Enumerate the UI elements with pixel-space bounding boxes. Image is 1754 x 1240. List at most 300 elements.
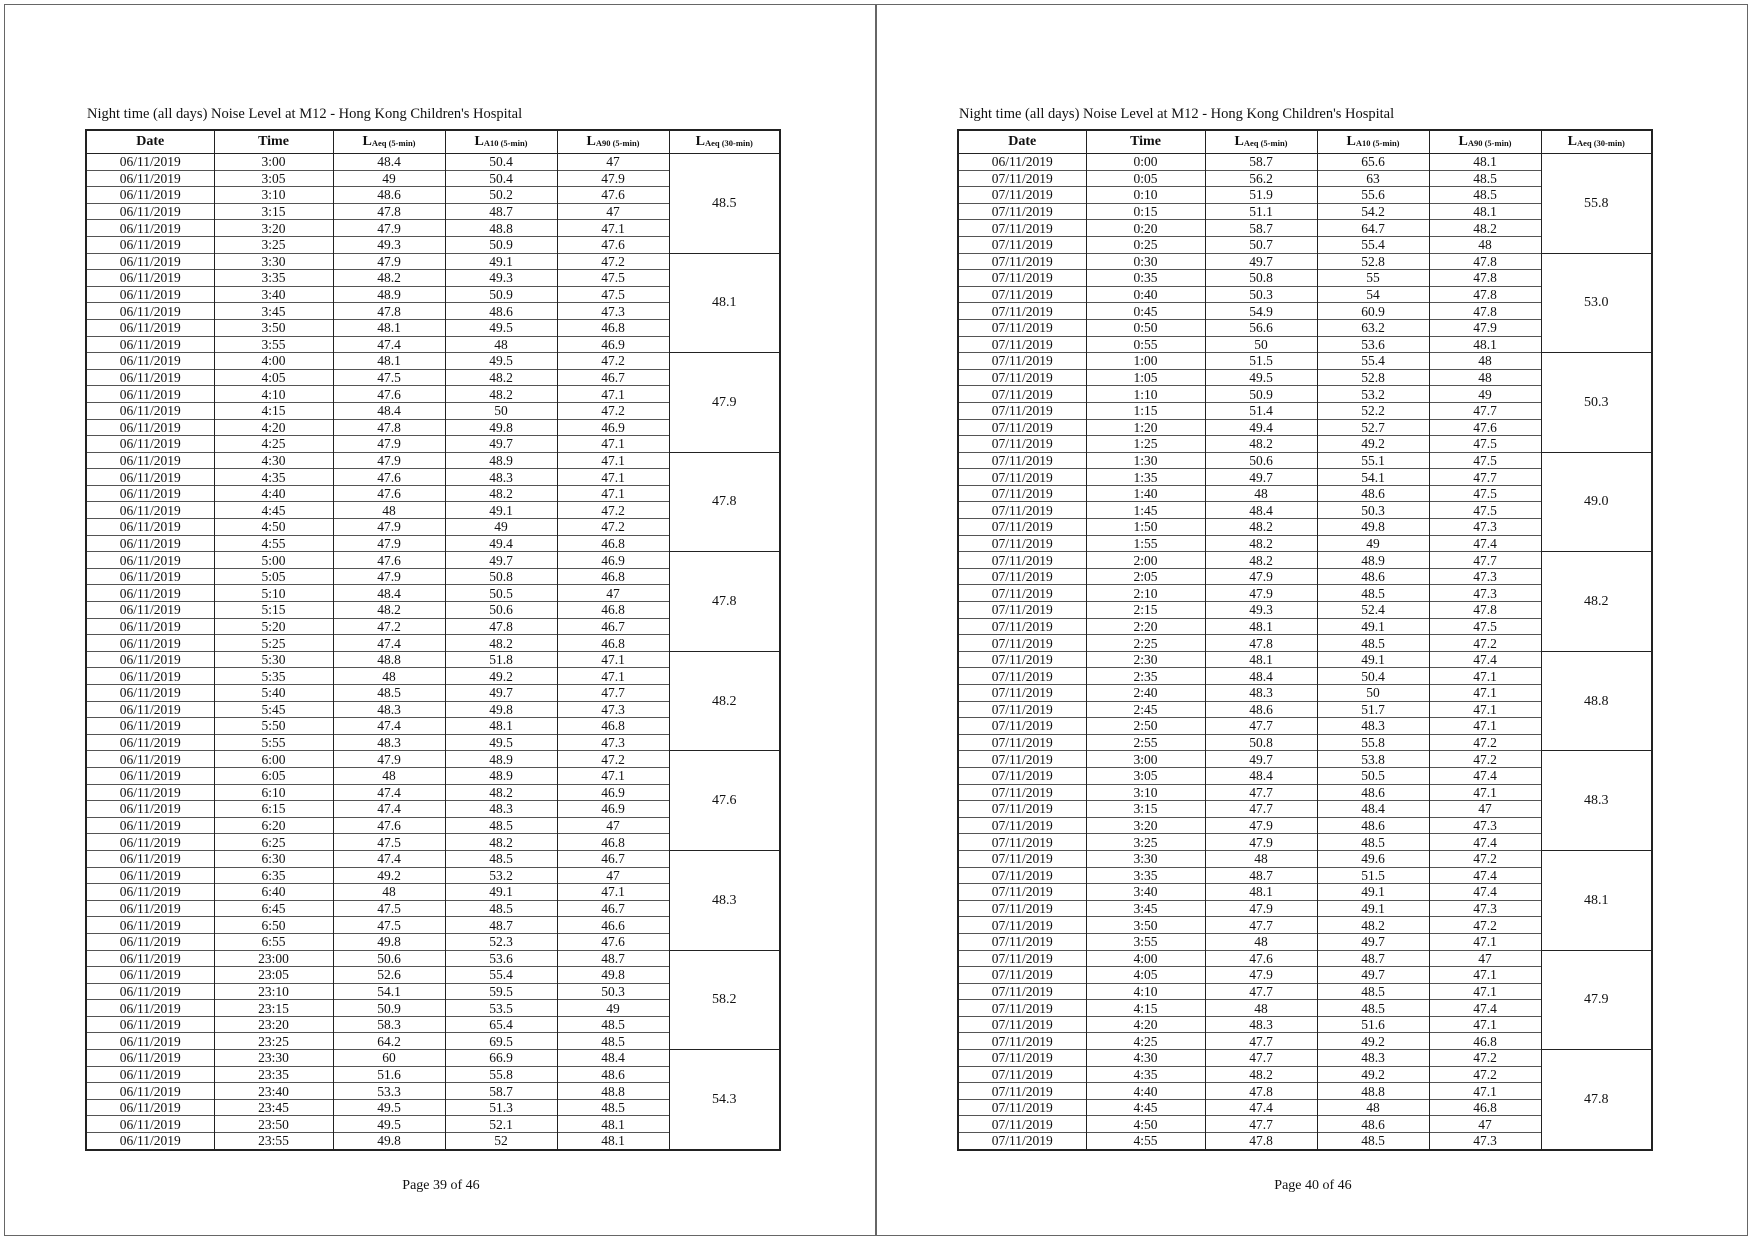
cell-la90-5min: 47.3: [1429, 519, 1541, 536]
cell-la90-5min: 47.5: [557, 270, 669, 287]
cell-time: 6:45: [214, 900, 333, 917]
table-row: [86, 552, 780, 569]
cell-la10-5min: 49.8: [1317, 519, 1429, 536]
cell-laeq-5min: 49.2: [333, 867, 445, 884]
cell-laeq-5min: 47.4: [1205, 1099, 1317, 1116]
cell-la90-5min: 48.1: [1429, 336, 1541, 353]
cell-time: 3:30: [1086, 850, 1205, 867]
cell-date: 07/11/2019: [958, 801, 1086, 818]
cell-la90-5min: 47.4: [1429, 1000, 1541, 1017]
cell-time: 1:15: [1086, 402, 1205, 419]
cell-la90-5min: 48.4: [557, 1050, 669, 1067]
cell-time: 4:20: [1086, 1016, 1205, 1033]
cell-laeq-30min: 55.8: [1541, 154, 1652, 254]
cell-date: 07/11/2019: [958, 1116, 1086, 1133]
cell-date: 07/11/2019: [958, 402, 1086, 419]
cell-la90-5min: 48.1: [1429, 154, 1541, 171]
cell-time: 6:35: [214, 867, 333, 884]
cell-la10-5min: 52.4: [1317, 602, 1429, 619]
cell-la90-5min: 47.4: [1429, 834, 1541, 851]
cell-la90-5min: 47.4: [1429, 651, 1541, 668]
cell-date: 06/11/2019: [86, 1066, 214, 1083]
table-body: [958, 154, 1652, 1150]
cell-time: 3:50: [214, 319, 333, 336]
cell-laeq-5min: 47.7: [1205, 983, 1317, 1000]
cell-date: 06/11/2019: [86, 485, 214, 502]
cell-la10-5min: 63.2: [1317, 319, 1429, 336]
cell-la10-5min: 48.5: [1317, 585, 1429, 602]
cell-la10-5min: 51.8: [445, 651, 557, 668]
cell-la10-5min: 50.6: [445, 602, 557, 619]
header-date: Date: [958, 130, 1086, 154]
cell-la10-5min: 49.7: [445, 552, 557, 569]
table-row: [958, 751, 1652, 768]
cell-time: 1:55: [1086, 535, 1205, 552]
cell-la90-5min: 46.8: [557, 834, 669, 851]
cell-la10-5min: 63: [1317, 170, 1429, 187]
cell-laeq-30min: 48.3: [669, 850, 780, 950]
cell-time: 6:40: [214, 884, 333, 901]
cell-time: 4:30: [1086, 1050, 1205, 1067]
cell-la90-5min: 46.8: [557, 635, 669, 652]
cell-date: 06/11/2019: [86, 353, 214, 370]
cell-la90-5min: 47.5: [1429, 502, 1541, 519]
cell-laeq-5min: 51.1: [1205, 203, 1317, 220]
cell-time: 3:05: [1086, 767, 1205, 784]
cell-date: 06/11/2019: [86, 319, 214, 336]
cell-laeq-5min: 48.2: [1205, 436, 1317, 453]
cell-laeq-5min: 47.7: [1205, 1116, 1317, 1133]
cell-la10-5min: 65.4: [445, 1016, 557, 1033]
cell-la90-5min: 49: [1429, 386, 1541, 403]
cell-date: 06/11/2019: [86, 635, 214, 652]
cell-la90-5min: 47: [1429, 950, 1541, 967]
table-row: [86, 452, 780, 469]
cell-la90-5min: 47.8: [1429, 602, 1541, 619]
cell-date: 06/11/2019: [86, 718, 214, 735]
cell-time: 3:40: [214, 286, 333, 303]
cell-la90-5min: 47.4: [1429, 767, 1541, 784]
cell-date: 07/11/2019: [958, 867, 1086, 884]
cell-la10-5min: 52: [445, 1133, 557, 1150]
cell-time: 3:25: [214, 236, 333, 253]
cell-time: 3:35: [214, 270, 333, 287]
cell-la10-5min: 49.2: [445, 668, 557, 685]
table-row: [86, 353, 780, 370]
cell-la90-5min: 47.3: [557, 701, 669, 718]
cell-time: 3:05: [214, 170, 333, 187]
cell-date: 06/11/2019: [86, 668, 214, 685]
header-la10-5min: $L_{A10 (5-min)}$: [445, 130, 557, 154]
cell-time: 2:15: [1086, 602, 1205, 619]
cell-laeq-5min: 47.9: [1205, 834, 1317, 851]
cell-la90-5min: 47.6: [557, 933, 669, 950]
cell-time: 4:05: [214, 369, 333, 386]
cell-la90-5min: 47.8: [1429, 303, 1541, 320]
cell-la10-5min: 48.2: [1317, 917, 1429, 934]
cell-la90-5min: 47.1: [557, 668, 669, 685]
cell-la10-5min: 48.5: [1317, 834, 1429, 851]
cell-la10-5min: 50: [445, 402, 557, 419]
cell-date: 07/11/2019: [958, 734, 1086, 751]
cell-la90-5min: 47: [557, 817, 669, 834]
cell-laeq-5min: 48.2: [1205, 535, 1317, 552]
cell-la10-5min: 64.7: [1317, 220, 1429, 237]
cell-laeq-5min: 48.1: [333, 319, 445, 336]
cell-time: 3:00: [1086, 751, 1205, 768]
cell-date: 07/11/2019: [958, 1083, 1086, 1100]
table-row: [958, 154, 1652, 171]
cell-date: 07/11/2019: [958, 751, 1086, 768]
cell-time: 4:30: [214, 452, 333, 469]
cell-date: 07/11/2019: [958, 950, 1086, 967]
cell-laeq-5min: 48.2: [333, 602, 445, 619]
cell-la10-5min: 52.3: [445, 933, 557, 950]
cell-la90-5min: 50.3: [557, 983, 669, 1000]
cell-time: 2:25: [1086, 635, 1205, 652]
cell-time: 5:40: [214, 685, 333, 702]
cell-la10-5min: 53.8: [1317, 751, 1429, 768]
cell-date: 06/11/2019: [86, 867, 214, 884]
cell-la10-5min: 69.5: [445, 1033, 557, 1050]
cell-date: 06/11/2019: [86, 1083, 214, 1100]
cell-la10-5min: 49.2: [1317, 1033, 1429, 1050]
cell-la10-5min: 55.4: [1317, 236, 1429, 253]
cell-date: 07/11/2019: [958, 452, 1086, 469]
cell-time: 23:55: [214, 1133, 333, 1150]
cell-la90-5min: 47.3: [1429, 817, 1541, 834]
cell-la90-5min: 47.6: [557, 187, 669, 204]
cell-laeq-5min: 49: [333, 170, 445, 187]
cell-date: 06/11/2019: [86, 336, 214, 353]
cell-la10-5min: 48.5: [445, 850, 557, 867]
cell-laeq-5min: 49.7: [1205, 751, 1317, 768]
cell-la90-5min: 47.1: [1429, 967, 1541, 984]
cell-time: 6:50: [214, 917, 333, 934]
cell-la10-5min: 66.9: [445, 1050, 557, 1067]
cell-la90-5min: 47: [557, 867, 669, 884]
cell-date: 07/11/2019: [958, 817, 1086, 834]
cell-date: 07/11/2019: [958, 635, 1086, 652]
cell-la10-5min: 51.6: [1317, 1016, 1429, 1033]
cell-la90-5min: 48.8: [557, 1083, 669, 1100]
cell-date: 06/11/2019: [86, 1016, 214, 1033]
header-la90-5min: $L_{A90 (5-min)}$: [557, 130, 669, 154]
cell-la10-5min: 48.2: [445, 386, 557, 403]
cell-time: 6:20: [214, 817, 333, 834]
cell-time: 4:55: [214, 535, 333, 552]
cell-la10-5min: 48.2: [445, 485, 557, 502]
table-row: [86, 651, 780, 668]
cell-la10-5min: 48.6: [1317, 784, 1429, 801]
cell-time: 23:40: [214, 1083, 333, 1100]
cell-laeq-5min: 52.6: [333, 967, 445, 984]
cell-la10-5min: 55.6: [1317, 187, 1429, 204]
cell-la10-5min: 55.4: [1317, 353, 1429, 370]
cell-laeq-5min: 50.6: [333, 950, 445, 967]
cell-laeq-5min: 51.6: [333, 1066, 445, 1083]
cell-date: 07/11/2019: [958, 336, 1086, 353]
cell-date: 06/11/2019: [86, 884, 214, 901]
cell-time: 2:45: [1086, 701, 1205, 718]
cell-date: 07/11/2019: [958, 1016, 1086, 1033]
cell-date: 06/11/2019: [86, 618, 214, 635]
cell-laeq-5min: 47.4: [333, 718, 445, 735]
cell-date: 07/11/2019: [958, 685, 1086, 702]
cell-time: 3:25: [1086, 834, 1205, 851]
cell-la90-5min: 48.7: [557, 950, 669, 967]
page-number: Page 39 of 46: [402, 1178, 480, 1193]
cell-laeq-5min: 47.7: [1205, 1033, 1317, 1050]
cell-la10-5min: 49.1: [1317, 651, 1429, 668]
cell-la90-5min: 47.7: [557, 685, 669, 702]
cell-laeq-5min: 48: [333, 767, 445, 784]
cell-la10-5min: 51.3: [445, 1099, 557, 1116]
cell-time: 5:00: [214, 552, 333, 569]
cell-laeq-5min: 50.8: [1205, 270, 1317, 287]
cell-la90-5min: 47.5: [1429, 452, 1541, 469]
cell-laeq-5min: 50.3: [1205, 286, 1317, 303]
cell-date: 07/11/2019: [958, 651, 1086, 668]
cell-la90-5min: 47.3: [557, 303, 669, 320]
table-row: [958, 1050, 1652, 1067]
cell-laeq-5min: 47.9: [1205, 967, 1317, 984]
cell-la90-5min: 47.7: [1429, 552, 1541, 569]
cell-laeq-5min: 58.7: [1205, 220, 1317, 237]
cell-time: 0:05: [1086, 170, 1205, 187]
cell-laeq-5min: 47.9: [1205, 585, 1317, 602]
cell-laeq-5min: 53.3: [333, 1083, 445, 1100]
cell-laeq-5min: 47.4: [333, 801, 445, 818]
cell-la90-5min: 47.8: [1429, 270, 1541, 287]
cell-la90-5min: 48.1: [557, 1116, 669, 1133]
cell-laeq-5min: 47.9: [333, 751, 445, 768]
cell-date: 07/11/2019: [958, 253, 1086, 270]
cell-time: 0:30: [1086, 253, 1205, 270]
cell-laeq-5min: 51.4: [1205, 402, 1317, 419]
cell-la10-5min: 50.3: [1317, 502, 1429, 519]
cell-laeq-5min: 47.8: [1205, 1133, 1317, 1150]
cell-time: 3:20: [214, 220, 333, 237]
cell-la10-5min: 48.7: [445, 203, 557, 220]
cell-laeq-5min: 48.1: [1205, 651, 1317, 668]
cell-la10-5min: 48.5: [1317, 635, 1429, 652]
cell-time: 23:35: [214, 1066, 333, 1083]
cell-date: 07/11/2019: [958, 585, 1086, 602]
cell-la90-5min: 47.2: [557, 402, 669, 419]
cell-laeq-5min: 47.4: [333, 635, 445, 652]
cell-la10-5min: 49.5: [445, 353, 557, 370]
cell-la90-5min: 48.5: [557, 1033, 669, 1050]
cell-date: 06/11/2019: [86, 817, 214, 834]
cell-date: 06/11/2019: [86, 983, 214, 1000]
cell-date: 07/11/2019: [958, 1033, 1086, 1050]
header-laeq-5min: $L_{Aeq (5-min)}$: [1205, 130, 1317, 154]
noise-level-table: [85, 129, 781, 1151]
cell-la10-5min: 48.6: [1317, 1116, 1429, 1133]
cell-la10-5min: 49.7: [1317, 933, 1429, 950]
cell-date: 06/11/2019: [86, 933, 214, 950]
cell-la90-5min: 47.2: [1429, 751, 1541, 768]
cell-la10-5min: 48.2: [445, 834, 557, 851]
cell-time: 0:15: [1086, 203, 1205, 220]
cell-la90-5min: 47.3: [1429, 568, 1541, 585]
cell-la90-5min: 47.1: [557, 884, 669, 901]
cell-laeq-5min: 47.9: [1205, 900, 1317, 917]
cell-time: 2:50: [1086, 718, 1205, 735]
cell-laeq-5min: 47.6: [333, 469, 445, 486]
cell-laeq-5min: 47.9: [1205, 817, 1317, 834]
cell-la10-5min: 49.2: [1317, 1066, 1429, 1083]
table-row: [958, 950, 1652, 967]
cell-la10-5min: 48.5: [445, 900, 557, 917]
cell-la10-5min: 49.1: [1317, 900, 1429, 917]
cell-laeq-5min: 48.9: [333, 286, 445, 303]
cell-la10-5min: 50.8: [445, 568, 557, 585]
cell-laeq-5min: 48.2: [1205, 1066, 1317, 1083]
cell-laeq-5min: 47.8: [1205, 1083, 1317, 1100]
cell-time: 4:05: [1086, 967, 1205, 984]
cell-time: 6:05: [214, 767, 333, 784]
cell-time: 23:20: [214, 1016, 333, 1033]
cell-la10-5min: 49.2: [1317, 436, 1429, 453]
cell-date: 06/11/2019: [86, 967, 214, 984]
cell-date: 06/11/2019: [86, 917, 214, 934]
cell-la90-5min: 47.1: [557, 386, 669, 403]
cell-la10-5min: 53.6: [445, 950, 557, 967]
cell-laeq-5min: 48.2: [1205, 519, 1317, 536]
cell-la10-5min: 49.1: [445, 502, 557, 519]
cell-date: 06/11/2019: [86, 602, 214, 619]
cell-la90-5min: 47.2: [1429, 635, 1541, 652]
table-row: [958, 850, 1652, 867]
cell-date: 06/11/2019: [86, 469, 214, 486]
cell-date: 06/11/2019: [86, 1116, 214, 1133]
cell-time: 1:45: [1086, 502, 1205, 519]
cell-date: 07/11/2019: [958, 850, 1086, 867]
cell-la10-5min: 49: [445, 519, 557, 536]
cell-la10-5min: 48.6: [445, 303, 557, 320]
cell-time: 3:30: [214, 253, 333, 270]
document-page-right: [876, 4, 1748, 1236]
cell-la10-5min: 49.7: [1317, 967, 1429, 984]
cell-date: 07/11/2019: [958, 236, 1086, 253]
cell-date: 06/11/2019: [86, 784, 214, 801]
cell-time: 5:15: [214, 602, 333, 619]
cell-la90-5min: 47.7: [1429, 402, 1541, 419]
cell-date: 06/11/2019: [86, 502, 214, 519]
table-row: [86, 950, 780, 967]
cell-date: 07/11/2019: [958, 701, 1086, 718]
cell-la10-5min: 49.1: [1317, 618, 1429, 635]
cell-la90-5min: 47.1: [1429, 784, 1541, 801]
cell-la10-5min: 54.2: [1317, 203, 1429, 220]
cell-date: 07/11/2019: [958, 319, 1086, 336]
cell-la10-5min: 52.8: [1317, 369, 1429, 386]
cell-la90-5min: 46.8: [557, 718, 669, 735]
cell-la90-5min: 47.4: [1429, 867, 1541, 884]
cell-la90-5min: 47.2: [557, 502, 669, 519]
cell-la10-5min: 48: [445, 336, 557, 353]
cell-la10-5min: 52.1: [445, 1116, 557, 1133]
cell-laeq-5min: 47.8: [333, 203, 445, 220]
cell-laeq-5min: 56.6: [1205, 319, 1317, 336]
cell-time: 6:30: [214, 850, 333, 867]
cell-laeq-30min: 48.1: [669, 253, 780, 353]
header-laeq-5min: $L_{Aeq (5-min)}$: [333, 130, 445, 154]
cell-la10-5min: 65.6: [1317, 154, 1429, 171]
cell-time: 1:25: [1086, 436, 1205, 453]
cell-la10-5min: 48.9: [445, 767, 557, 784]
cell-time: 3:15: [214, 203, 333, 220]
cell-la90-5min: 47: [557, 203, 669, 220]
cell-time: 0:50: [1086, 319, 1205, 336]
cell-time: 3:10: [214, 187, 333, 204]
cell-la10-5min: 55.4: [445, 967, 557, 984]
cell-time: 1:05: [1086, 369, 1205, 386]
cell-time: 4:10: [1086, 983, 1205, 1000]
cell-la90-5min: 47.2: [557, 253, 669, 270]
cell-laeq-5min: 47.6: [333, 386, 445, 403]
cell-time: 3:55: [214, 336, 333, 353]
cell-time: 3:40: [1086, 884, 1205, 901]
table-row: [86, 253, 780, 270]
cell-date: 06/11/2019: [86, 203, 214, 220]
cell-la10-5min: 59.5: [445, 983, 557, 1000]
cell-date: 06/11/2019: [86, 170, 214, 187]
cell-la90-5min: 46.7: [557, 900, 669, 917]
cell-la10-5min: 48.3: [445, 801, 557, 818]
cell-time: 4:10: [214, 386, 333, 403]
cell-time: 2:05: [1086, 568, 1205, 585]
cell-la10-5min: 50.2: [445, 187, 557, 204]
cell-time: 23:15: [214, 1000, 333, 1017]
cell-la90-5min: 47.1: [1429, 701, 1541, 718]
cell-time: 0:20: [1086, 220, 1205, 237]
cell-laeq-5min: 48.4: [1205, 767, 1317, 784]
cell-la90-5min: 46.8: [557, 319, 669, 336]
cell-time: 23:50: [214, 1116, 333, 1133]
cell-la90-5min: 47.1: [557, 485, 669, 502]
cell-laeq-5min: 48: [1205, 485, 1317, 502]
cell-date: 07/11/2019: [958, 1050, 1086, 1067]
cell-la90-5min: 48.2: [1429, 220, 1541, 237]
cell-la10-5min: 52.2: [1317, 402, 1429, 419]
cell-laeq-5min: 47.6: [333, 552, 445, 569]
cell-laeq-30min: 47.8: [669, 552, 780, 652]
cell-time: 4:25: [214, 436, 333, 453]
cell-la10-5min: 48.5: [1317, 983, 1429, 1000]
cell-la10-5min: 49.1: [445, 884, 557, 901]
cell-laeq-5min: 48.1: [1205, 618, 1317, 635]
cell-time: 0:45: [1086, 303, 1205, 320]
cell-date: 07/11/2019: [958, 1133, 1086, 1150]
cell-time: 6:10: [214, 784, 333, 801]
cell-la10-5min: 48.7: [1317, 950, 1429, 967]
cell-la90-5min: 47.2: [1429, 850, 1541, 867]
cell-laeq-5min: 48.8: [333, 651, 445, 668]
cell-la10-5min: 48.5: [1317, 1133, 1429, 1150]
cell-la10-5min: 49.7: [445, 436, 557, 453]
cell-la10-5min: 48.9: [445, 452, 557, 469]
cell-la90-5min: 47.9: [557, 170, 669, 187]
cell-date: 07/11/2019: [958, 203, 1086, 220]
cell-date: 06/11/2019: [86, 253, 214, 270]
cell-time: 5:30: [214, 651, 333, 668]
cell-laeq-5min: 47.7: [1205, 801, 1317, 818]
cell-laeq-5min: 49.8: [333, 1133, 445, 1150]
cell-la10-5min: 48.5: [1317, 1000, 1429, 1017]
